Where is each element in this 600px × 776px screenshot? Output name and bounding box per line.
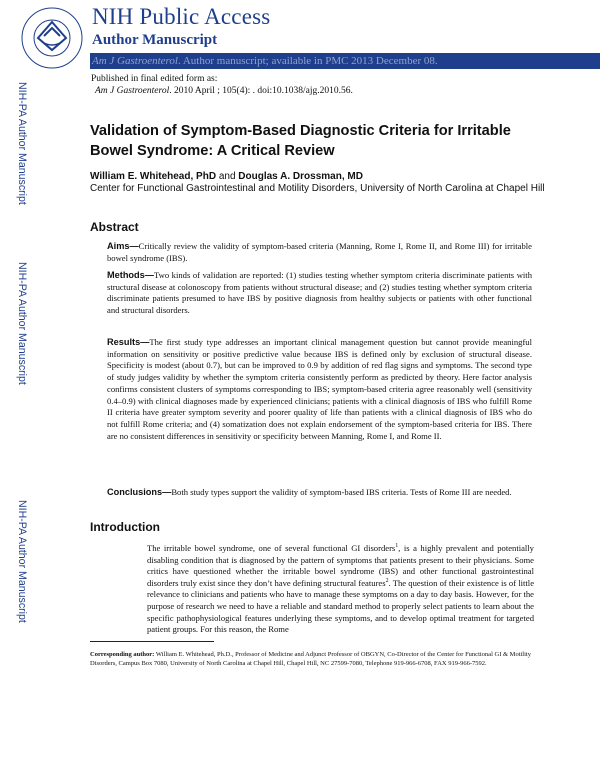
- side-label-manuscript: NIH-PA Author Manuscript: [16, 262, 28, 385]
- abstract-aims: [107, 241, 532, 264]
- introduction-paragraph: [147, 543, 534, 636]
- journal-name: Am J Gastroenterol: [92, 55, 178, 67]
- author-manuscript-label: Author Manuscript: [92, 32, 218, 48]
- footnote-text: William E. Whitehead, Ph.D., Professor of Medicine and Adjunct Professor of OBGYN, Co-Director of the Center for Functional GI & Motility Disorders, Campus Box 7080, University of North Carolina at Chapel Hill, Chapel Hill, NC 27599-7080, Telephone 919-966-6708, FAX 919-966-7592.: [90, 651, 531, 667]
- publication-info: [91, 73, 353, 97]
- article-title: Validation of Symptom-Based Diagnostic Criteria for Irritable Bowel Syndrome: A Critical Review: [90, 123, 511, 159]
- nih-public-access-title: NIH Public Access: [92, 4, 271, 29]
- published-as: Published in final edited form as:: [91, 74, 218, 84]
- side-label-manuscript: NIH-PA Author Manuscript: [16, 500, 28, 623]
- aims-text: Critically review the validity of symptom-based criteria (Manning, Rome I, Rome II, and Rome III) for irritable bowel syndrome (IBS).: [107, 241, 532, 263]
- abstract-conclusions: [107, 487, 532, 499]
- author-1: William E. Whitehead, PhD: [90, 171, 217, 182]
- methods-label: Methods—: [107, 270, 154, 280]
- author-join: and: [216, 171, 239, 182]
- citation-details: . 2010 April ; 105(4): . doi:10.1038/ajg.2010.56.: [169, 86, 353, 96]
- intro-text-1: The irritable bowel syndrome, one of several functional GI disorders: [147, 543, 396, 553]
- author-2: Douglas A. Drossman, MD: [238, 171, 363, 182]
- results-label: Results—: [107, 337, 150, 347]
- introduction-heading: Introduction: [90, 520, 160, 534]
- abstract-results: [107, 337, 532, 442]
- reference-2[interactable]: 2: [385, 577, 389, 584]
- side-label-manuscript: NIH-PA Author Manuscript: [16, 82, 28, 205]
- availability-line: [92, 55, 438, 67]
- conclusions-text: Both study types support the validity of symptom-based IBS criteria. Tests of Rome III are needed.: [171, 487, 512, 497]
- nih-logo: [20, 6, 84, 70]
- footnote-divider: [90, 641, 214, 642]
- affiliation: Center for Functional Gastrointestinal and Motility Disorders, University of North Carolina at Chapel Hill: [90, 183, 545, 194]
- methods-text: Two kinds of validation are reported: (1) studies testing whether symptom criteria discriminate patients with structural disease at colonoscopy from patients without structural disease; and (2) studies testing whether symptom criteria discriminate patients presumed to have IBS by positive diagnosis from healthy subjects or patients with other functional and structural disorders.: [107, 270, 532, 316]
- intro-text-3: . The question of their existence is of little relevance to clinicians and patients who have to manage these symptoms on a day to day basis. However, for the purpose of research we need to have a reliable and standard method to properly select patients to learn about the specific pathophysiological features underlying these symptoms, and to develop optimal treatment for targeted patient groups. For this reason, the Rome: [147, 577, 535, 635]
- footnote-label: Corresponding author:: [90, 651, 155, 658]
- citation-journal: Am J Gastroenterol: [95, 86, 170, 96]
- availability-text: . Author manuscript; available in PMC 2013 December 08.: [177, 55, 438, 67]
- conclusions-label: Conclusions—: [107, 487, 172, 497]
- results-text: The first study type addresses an important clinical management question but cannot provide meaningful information on sensitivity or positive predictive value because IBS is defined only by exclusion of structural disease. Specificity is modest (about 0.7), but can be improved to 0.9 by addition of red flag signs and symptoms. The second type of study judges validity by whether the symptom criteria consistently perform as predicted by theory. Here factor analysis confirms consistent clusters of symptoms corresponding to IBS; symptom-based criteria agree reasonably well (sensitivity 0.4–0.9) with clinical diagnoses made by experienced clinicians; patients with a clinical diagnosis of IBS who fulfill Rome II criteria have greater symptom severity and poorer quality of life than patients with a clinical diagnosis of IBS who do not fulfill Rome criteria; and (4) somatization does not explain endorsement of the symptom-based criteria for IBS. There are no consistent differences in sensitivity or specificity between Manning, Rome I, and Rome II.: [107, 337, 532, 441]
- citation: [91, 85, 353, 97]
- reference-1[interactable]: 1: [395, 543, 399, 550]
- intro-text-2: , is a highly prevalent and potentially disabling condition that is diagnosed by the pattern of symptoms that patients present to their physicians. Some critics have questioned whether the irritable bowel syndrome (IBS) and other functional gastrointestinal disorders truly exist since they don’t have defining structural features: [147, 543, 534, 588]
- abstract-heading: Abstract: [90, 220, 139, 234]
- abstract-methods: [107, 270, 532, 317]
- corresponding-author-footnote: [90, 651, 535, 669]
- aims-label: Aims—: [107, 241, 139, 251]
- author-line: [90, 171, 540, 183]
